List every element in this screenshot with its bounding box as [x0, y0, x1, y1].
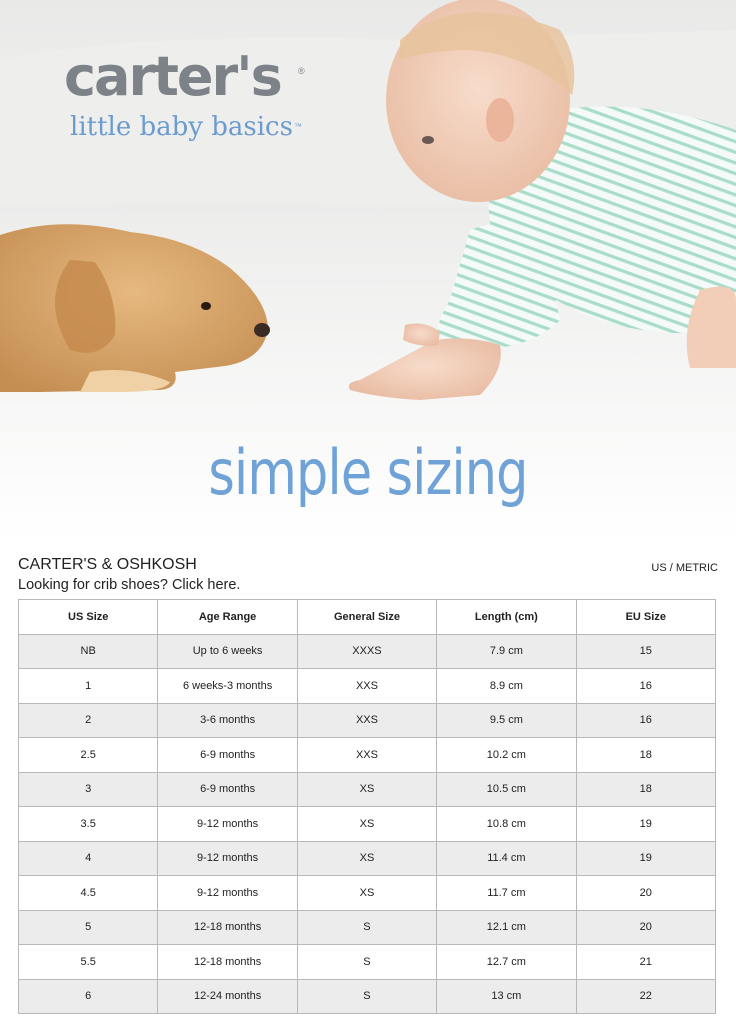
us-size-cell: 5 [19, 910, 158, 945]
headline-text: simple sizing [208, 436, 528, 509]
age-range-cell: 9-12 months [158, 876, 297, 911]
brand-tagline: little baby basics [70, 112, 293, 142]
age-range-cell: 6-9 months [158, 772, 297, 807]
us-size-cell: NB [19, 634, 158, 669]
length-cell: 12.1 cm [437, 910, 576, 945]
us-size-cell: 4.5 [19, 876, 158, 911]
table-header-row [19, 600, 716, 635]
us-size-cell: 3.5 [19, 807, 158, 842]
length-cell: 9.5 cm [437, 703, 576, 738]
general-size-cell: S [297, 945, 436, 980]
table-row [19, 738, 716, 773]
us-size-cell: 1 [19, 669, 158, 704]
registered-mark: ® [298, 66, 305, 76]
general-size-cell: XS [297, 807, 436, 842]
us-size-cell: 5.5 [19, 945, 158, 980]
general-size-cell: XXS [297, 703, 436, 738]
general-size-cell: S [297, 910, 436, 945]
length-cell: 11.7 cm [437, 876, 576, 911]
table-row [19, 772, 716, 807]
length-cell: 10.2 cm [437, 738, 576, 773]
age-range-cell: 9-12 months [158, 841, 297, 876]
age-range-cell: 12-24 months [158, 979, 297, 1014]
header-us-size: US Size [19, 600, 158, 635]
unit-us-option[interactable]: US [651, 562, 667, 574]
us-size-cell: 2 [19, 703, 158, 738]
eu-size-cell: 22 [576, 979, 715, 1014]
age-range-cell: 12-18 months [158, 910, 297, 945]
eu-size-cell: 19 [576, 841, 715, 876]
age-range-cell: 6 weeks-3 months [158, 669, 297, 704]
general-size-cell: XXXS [297, 634, 436, 669]
table-row [19, 945, 716, 980]
eu-size-cell: 19 [576, 807, 715, 842]
general-size-cell: S [297, 979, 436, 1014]
us-size-cell: 4 [19, 841, 158, 876]
us-size-cell: 6 [19, 979, 158, 1014]
header-eu-size: EU Size [576, 600, 715, 635]
general-size-cell: XS [297, 772, 436, 807]
length-cell: 10.8 cm [437, 807, 576, 842]
section-title: CARTER'S & OSHKOSH [18, 556, 197, 573]
general-size-cell: XXS [297, 669, 436, 704]
header-general-size: General Size [297, 600, 436, 635]
us-size-cell: 2.5 [19, 738, 158, 773]
eu-size-cell: 21 [576, 945, 715, 980]
length-cell: 11.4 cm [437, 841, 576, 876]
general-size-cell: XS [297, 841, 436, 876]
age-range-cell: 12-18 months [158, 945, 297, 980]
age-range-cell: 9-12 months [158, 807, 297, 842]
eu-size-cell: 18 [576, 772, 715, 807]
trademark-mark: ™ [294, 122, 302, 131]
length-cell: 13 cm [437, 979, 576, 1014]
general-size-cell: XS [297, 876, 436, 911]
table-row [19, 876, 716, 911]
table-row [19, 910, 716, 945]
size-chart-table [18, 599, 716, 1014]
general-size-cell: XXS [297, 738, 436, 773]
eu-size-cell: 15 [576, 634, 715, 669]
header-age-range: Age Range [158, 600, 297, 635]
length-cell: 10.5 cm [437, 772, 576, 807]
eu-size-cell: 20 [576, 876, 715, 911]
table-body [19, 634, 716, 1014]
age-range-cell: Up to 6 weeks [158, 634, 297, 669]
table-row [19, 703, 716, 738]
eu-size-cell: 20 [576, 910, 715, 945]
table-row [19, 807, 716, 842]
carters-logo: carter's [64, 45, 281, 108]
length-cell: 8.9 cm [437, 669, 576, 704]
length-cell: 12.7 cm [437, 945, 576, 980]
eu-size-cell: 16 [576, 669, 715, 704]
eu-size-cell: 18 [576, 738, 715, 773]
table-row [19, 979, 716, 1014]
age-range-cell: 6-9 months [158, 738, 297, 773]
table-row [19, 669, 716, 704]
unit-separator: / [666, 562, 676, 574]
length-cell: 7.9 cm [437, 634, 576, 669]
us-size-cell: 3 [19, 772, 158, 807]
crib-shoes-link[interactable]: Looking for crib shoes? Click here. [18, 577, 241, 593]
table-row [19, 841, 716, 876]
unit-metric-option[interactable]: METRIC [675, 562, 718, 574]
header-length: Length (cm) [437, 600, 576, 635]
table-row [19, 634, 716, 669]
age-range-cell: 3-6 months [158, 703, 297, 738]
eu-size-cell: 16 [576, 703, 715, 738]
unit-toggle [651, 562, 718, 574]
